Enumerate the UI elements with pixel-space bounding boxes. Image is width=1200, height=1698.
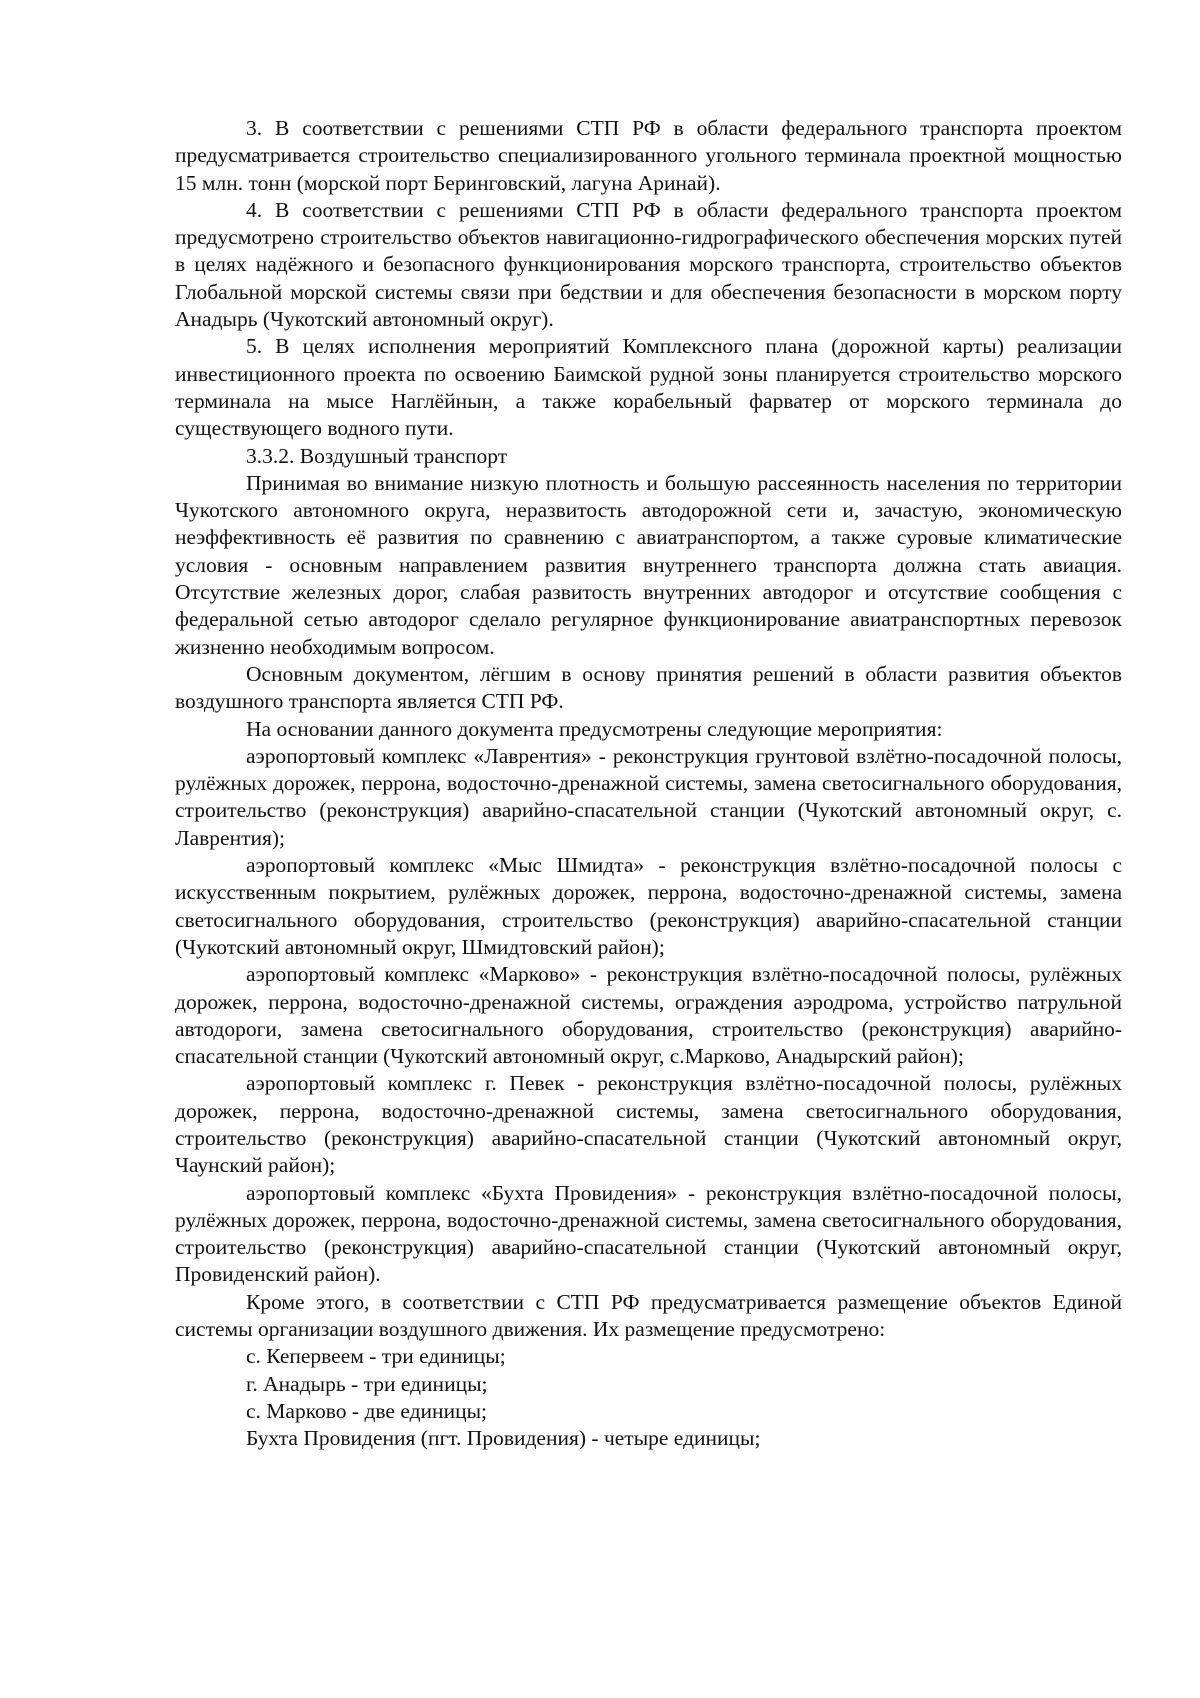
list-item-provideniya-units: Бухта Провидения (пгт. Провидения) - четыре единицы; bbox=[246, 1426, 761, 1451]
list-item-lavrentiya: аэропортовый комплекс «Лаврентия» - реконструкция грунтовой взлётно-посадочной полосы, рулёжных дорожек, перрона, водосточно-дренажной системы, замена светосигнального оборудования, строительство (реконструкция) аварийно-спасательной станции (Чукотский автономный округ, с. Лаврентия); bbox=[175, 743, 1122, 850]
paragraph-measures-intro: На основании данного документа предусмотрены следующие мероприятия: bbox=[246, 716, 943, 741]
paragraph-item-3: 3. В соответствии с решениями СТП РФ в области федерального транспорта проектом предусматривается строительство специализированного угольного терминала проектной мощностью 15 млн. тонн (морской порт Беринговский, лагуна Аринай). bbox=[175, 116, 1122, 195]
list-item-markovo-units: с. Марково - две единицы; bbox=[246, 1398, 487, 1423]
list-item-mys-shmidta: аэропортовый комплекс «Мыс Шмидта» - реконструкция взлётно-посадочной полосы с искусственным покрытием, рулёжных дорожек, перрона, водосточно-дренажной системы, замена светосигнального оборудования, строительство (реконструкция) аварийно-спасательной станции (Чукотский автономный округ, Шмидтовский район); bbox=[175, 853, 1122, 959]
paragraph-atm-placement: Кроме этого, в соответствии с СТП РФ предусматривается размещение объектов Единой системы организации воздушного движения. Их размещение предусмотрено: bbox=[175, 1289, 1122, 1342]
list-item-bukhta-provideniya: аэропортовый комплекс «Бухта Провидения» - реконструкция взлётно-посадочной полосы, рулёжных дорожек, перрона, водосточно-дренажной системы, замена светосигнального оборудования, строительство (реконструкция) аварийно-спасательной станции (Чукотский автономный округ, Провиденский район). bbox=[175, 1180, 1122, 1287]
paragraph-item-5: 5. В целях исполнения мероприятий Комплексного плана (дорожной карты) реализации инвестиционного проекта по освоению Баимской рудной зоны планируется строительство морского терминала на мысе Наглёйнын, а также корабельный фарватер от морского терминала до существующего водного пути. bbox=[175, 334, 1122, 441]
list-item-pevek: аэропортовый комплекс г. Певек - реконструкция взлётно-посадочной полосы, рулёжных дорожек, перрона, водосточно-дренажной системы, замена светосигнального оборудования, строительство (реконструкция) аварийно-спасательной станции (Чукотский автономный округ, Чаунский район); bbox=[175, 1071, 1122, 1178]
section-heading-air-transport: 3.3.2. Воздушный транспорт bbox=[246, 443, 508, 468]
list-item-kepervem: с. Кепервеем - три единицы; bbox=[246, 1344, 506, 1369]
document-page bbox=[175, 115, 1122, 1453]
paragraph-main-document: Основным документом, лёгшим в основу принятия решений в области развития объектов воздушного транспорта является СТП РФ. bbox=[175, 661, 1122, 714]
list-item-anadyr: г. Анадырь - три единицы; bbox=[246, 1371, 488, 1396]
paragraph-air-intro: Принимая во внимание низкую плотность и большую рассеянность населения по территории Чукотского автономного округа, неразвитость автодорожной сети и, зачастую, экономическую неэффективность её развития по сравнению с авиатранспортом, а также суровые климатические условия - основным направлением развития внутреннего транспорта должна стать авиация. Отсутствие железных дорог, слабая развитость внутренних автодорог и отсутствие сообщения с федеральной сетью автодорог сделало регулярное функционирование авиатранспортных перевозок жизненно необходимым вопросом. bbox=[175, 470, 1122, 659]
list-item-markovo: аэропортовый комплекс «Марково» - реконструкция взлётно-посадочной полосы, рулёжных дорожек, перрона, водосточно-дренажной системы, ограждения аэродрома, устройство патрульной автодороги, замена светосигнального оборудования, строительство (реконструкция) аварийно-спасательной станции (Чукотский автономный округ, с.Марково, Анадырский район); bbox=[175, 962, 1122, 1069]
paragraph-item-4: 4. В соответствии с решениями СТП РФ в области федерального транспорта проектом предусмотрено строительство объектов навигационно-гидрографического обеспечения морских путей в целях надёжного и безопасного функционирования морского транспорта, строительство объектов Глобальной морской системы связи при бедствии и для обеспечения безопасности в морском порту Анадырь (Чукотский автономный округ). bbox=[175, 197, 1122, 332]
